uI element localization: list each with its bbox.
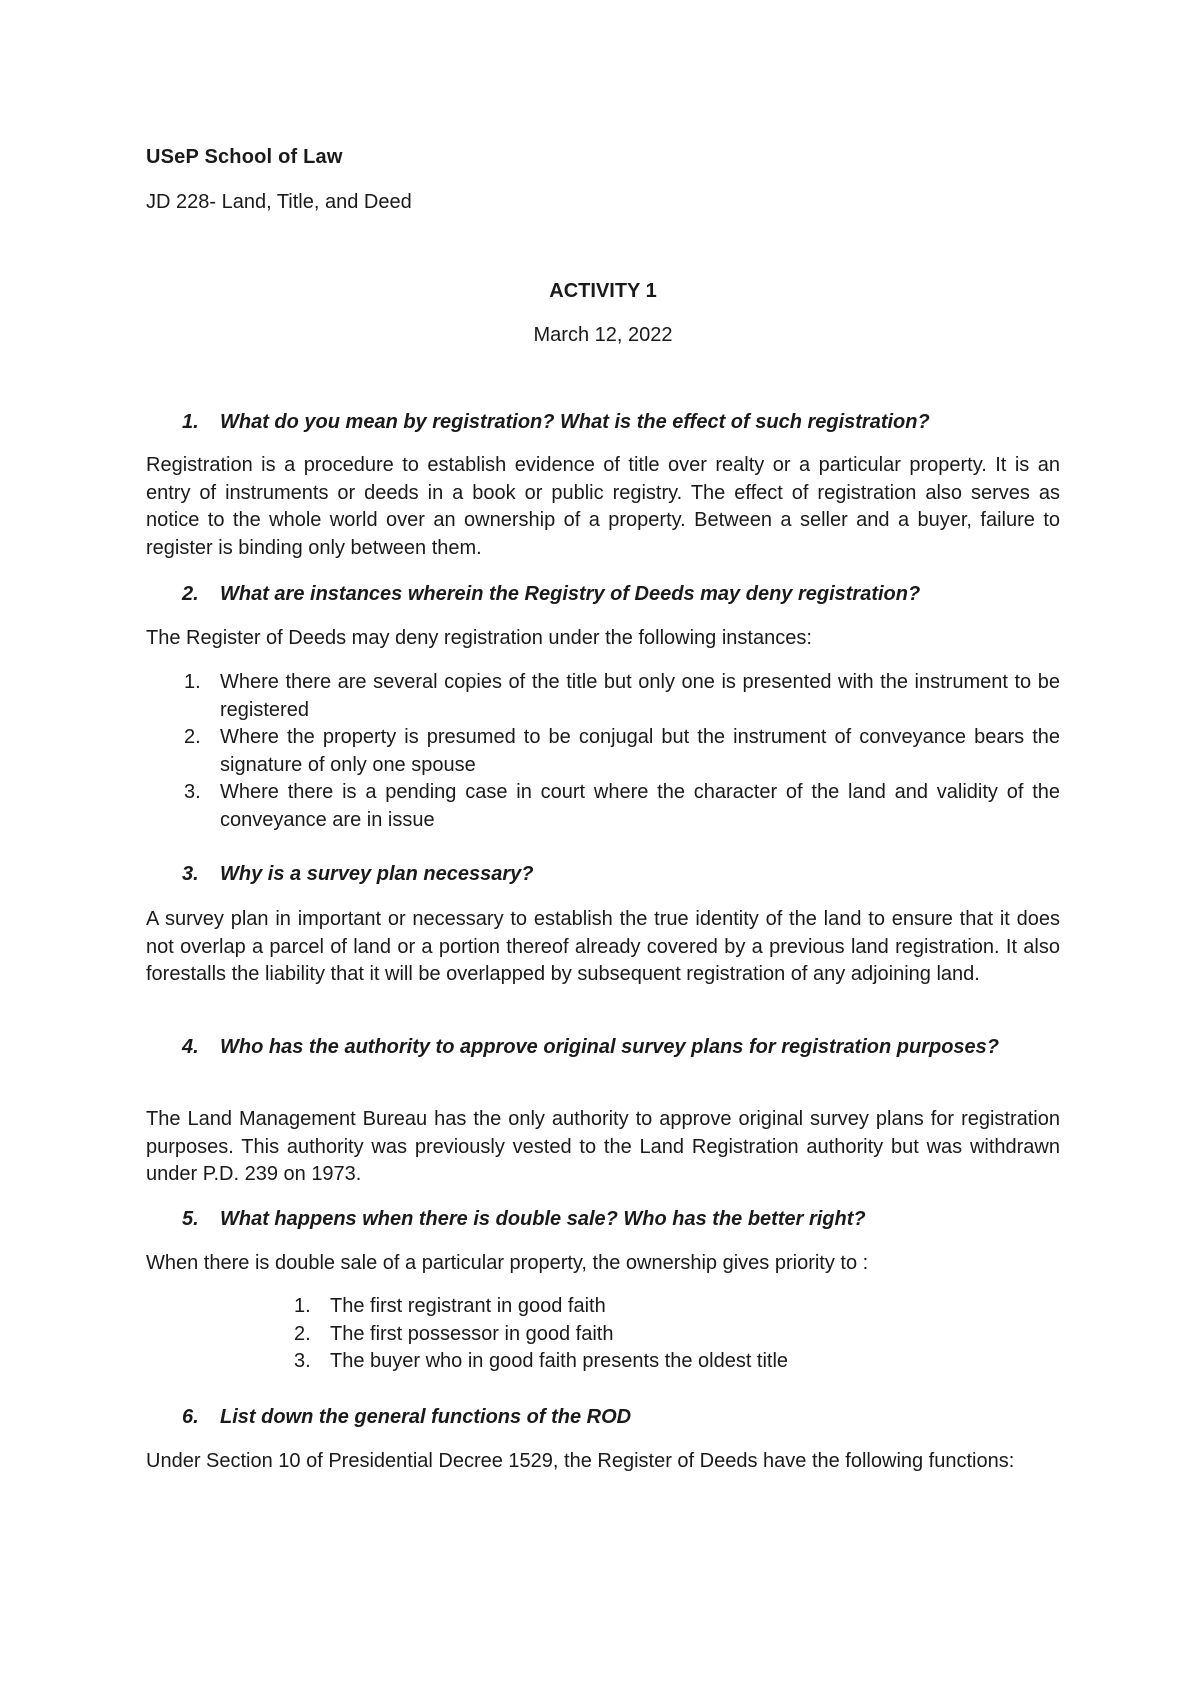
list-item [184, 724, 1060, 779]
list-item-text: The first possessor in good faith [330, 1322, 614, 1345]
activity-title: ACTIVITY 1 [549, 280, 657, 302]
list-item [184, 779, 1060, 834]
list-item-number: 3. [184, 781, 201, 803]
list-item-text: Where the property is presumed to be conjugal but the instrument of conveyance bears the signature of only one spouse [220, 726, 1060, 776]
double-sale-priority-list [146, 1293, 1060, 1376]
question-number: 3. [182, 863, 199, 885]
question-text: List down the general functions of the ROD [220, 1406, 632, 1428]
question-text: Why is a survey plan necessary? [220, 863, 534, 885]
list-item-number: 3. [294, 1350, 311, 1372]
question-2 [146, 581, 1060, 608]
list-item-text: Where there are several copies of the title but only one is presented with the instrument to be registered [220, 671, 1060, 721]
question-number: 4. [182, 1036, 199, 1058]
list-item-text: Where there is a pending case in court where the character of the land and validity of the conveyance are in issue [220, 781, 1060, 831]
list-item-number: 1. [294, 1295, 311, 1317]
list-item-text: The first registrant in good faith [330, 1295, 606, 1317]
list-item-text: The buyer who in good faith presents the oldest title [330, 1350, 789, 1372]
activity-date: March 12, 2022 [533, 324, 673, 346]
question-number: 5. [182, 1208, 199, 1230]
question-text: What do you mean by registration? What is the effect of such registration? [220, 411, 930, 433]
list-item-number: 2. [184, 726, 201, 748]
list-item [184, 669, 1060, 724]
answer-1: Registration is a procedure to establish evidence of title over realty or a particular property. It is an entry of instruments or deeds in a book or public registry. The effect of registration also serves as notice to the whole world over an ownership of a property. Between a seller and a buyer, failure to register is binding only between them. [146, 454, 1060, 559]
question-3 [146, 861, 1060, 888]
list-item [294, 1348, 1060, 1376]
school-name: USeP School of Law [146, 146, 343, 168]
question-text: Who has the authority to approve original survey plans for registration purposes? [220, 1036, 1000, 1058]
question-number: 6. [182, 1406, 199, 1428]
deny-instances-list [146, 669, 1060, 834]
question-6 [146, 1404, 1060, 1431]
question-text: What happens when there is double sale? Who has the better right? [220, 1208, 866, 1230]
list-item [294, 1293, 1060, 1321]
question-1 [146, 409, 1060, 436]
answer-3: A survey plan in important or necessary to establish the true identity of the land to ensure that it does not overlap a parcel of land or a portion thereof already covered by a previous land registration. It also forestalls the liability that it will be overlapped by subsequent registration of any adjoining land. [146, 908, 1060, 985]
answer-4: The Land Management Bureau has the only authority to approve original survey plans for registration purposes. This authority was previously vested to the Land Registration authority but was withdrawn under P.D. 239 on 1973. [146, 1108, 1060, 1185]
answer-6: Under Section 10 of Presidential Decree 1529, the Register of Deeds have the following functions: [146, 1450, 1015, 1472]
question-5 [146, 1206, 1060, 1233]
answer-2: The Register of Deeds may deny registration under the following instances: [146, 627, 812, 649]
question-number: 2. [182, 583, 199, 605]
question-number: 1. [182, 411, 199, 433]
list-item-number: 1. [184, 671, 201, 693]
answer-5: When there is double sale of a particular property, the ownership gives priority to : [146, 1252, 869, 1274]
list-item-number: 2. [294, 1322, 311, 1345]
course-title: JD 228- Land, Title, and Deed [146, 191, 412, 213]
question-4 [146, 1034, 1060, 1061]
list-item [294, 1321, 1060, 1349]
question-text: What are instances wherein the Registry of Deeds may deny registration? [220, 583, 921, 605]
